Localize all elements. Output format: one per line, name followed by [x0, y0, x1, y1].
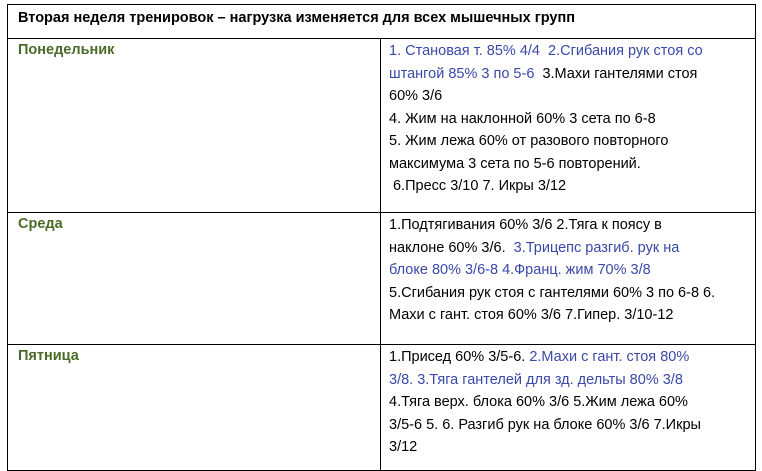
- exercise-text: 3/8. 3.Тяга гантелей для зд. дельты 80% 3/8: [389, 371, 683, 388]
- exercise-list-friday: [381, 345, 756, 471]
- exercise-line: [389, 175, 749, 198]
- exercise-text: 1.Присед 60% 3/5-6.: [389, 349, 530, 365]
- exercise-line: [389, 214, 749, 237]
- exercise-line: [389, 414, 749, 437]
- exercise-list-monday: [381, 39, 756, 213]
- exercise-line: [389, 282, 749, 305]
- day-label-wednesday: Среда: [8, 213, 381, 345]
- exercise-line: [389, 237, 749, 260]
- exercise-text: 6.Пресс 3/10 7. Икры 3/12: [389, 178, 567, 194]
- exercise-text: штангой 85% 3 по 5-6: [389, 65, 543, 82]
- exercise-line: [389, 369, 749, 392]
- table-row-monday: [8, 39, 756, 213]
- exercise-line: [389, 153, 749, 176]
- exercise-text: 1. Становая т. 85% 4/4 2.Сгибания рук стоя со: [389, 43, 703, 59]
- exercise-text: 3/5-6 5. 6. Разгиб рук на блоке 60% 3/6 7.Икры: [389, 416, 701, 433]
- exercise-text: наклоне 60% 3/6.: [389, 239, 514, 256]
- exercise-text: 3/12: [389, 439, 418, 455]
- exercise-line: [389, 108, 749, 131]
- training-schedule-table: [7, 4, 756, 471]
- table-title: Вторая неделя тренировок – нагрузка изменяется для всех мышечных групп: [8, 5, 756, 39]
- exercise-text: блоке 80% 3/6-8 4.Франц. жим 70% 3/8: [389, 262, 651, 278]
- exercise-text: 1.Подтягивания 60% 3/6 2.Тяга к поясу в: [389, 217, 662, 233]
- day-label-monday: Понедельник: [8, 39, 381, 213]
- exercise-line: [389, 259, 749, 282]
- exercise-text: максимума 3 сета по 5-6 повторений.: [389, 155, 641, 172]
- exercise-text: 4. Жим на наклонной 60% 3 сета по 6-8: [389, 110, 656, 127]
- exercise-list-wednesday: [381, 213, 756, 345]
- exercise-text: 3.Махи гантелями стоя: [542, 65, 698, 82]
- exercise-text: 5. Жим лежа 60% от разового повторного: [389, 133, 669, 149]
- table-row-wednesday: [8, 213, 756, 345]
- exercise-line: [389, 391, 749, 414]
- exercise-line: [389, 436, 749, 459]
- exercise-text: 60% 3/6: [389, 88, 443, 104]
- exercise-text: Махи с гант. стоя 60% 3/6 7.Гипер. 3/10-12: [389, 307, 674, 323]
- exercise-text: 4.Тяга верх. блока 60% 3/6 5.Жим лежа 60%: [389, 394, 688, 410]
- exercise-line: [389, 130, 749, 153]
- exercise-line: [389, 40, 749, 63]
- day-label-friday: Пятница: [8, 345, 381, 471]
- table-row-friday: [8, 345, 756, 471]
- exercise-text: 5.Сгибания рук стоя с гантелями 60% 3 по 6-8 6.: [389, 284, 716, 301]
- exercise-line: [389, 304, 749, 327]
- exercise-line: [389, 346, 749, 369]
- exercise-text: 3.Трицепс разгиб. рук на: [513, 239, 680, 256]
- exercise-line: [389, 63, 749, 86]
- exercise-line: [389, 85, 749, 108]
- exercise-text: 2.Махи с гант. стоя 80%: [529, 349, 690, 365]
